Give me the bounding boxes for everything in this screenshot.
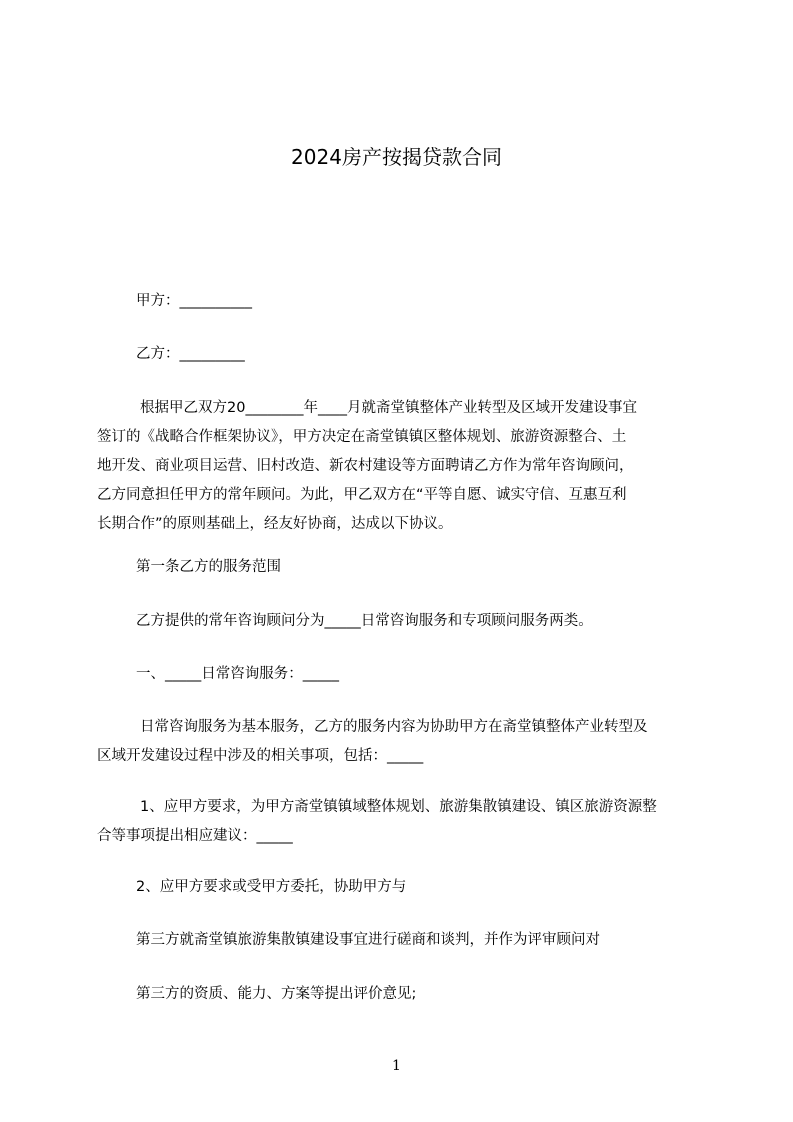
- intro-line: 长期合作”的原则基础上，经友好协商，达成以下协议。: [97, 516, 453, 532]
- item-1-line: 合等事项提出相应建议：_____: [97, 828, 293, 844]
- daily-service-line: 日常咨询服务为基本服务，乙方的服务内容为协助甲方在斋堂镇整体产业转型及: [140, 719, 648, 735]
- document-title: 2024房产按揭贷款合同: [291, 145, 502, 169]
- article-1-heading: 第一条乙方的服务范围: [136, 559, 281, 575]
- intro-line: 根据甲乙双方20________年____月就斋堂镇整体产业转型及区域开发建设事宜: [140, 400, 637, 416]
- third-party-evaluation-paragraph: 第三方的资质、能力、方案等提出评价意见;: [136, 986, 417, 1002]
- daily-service-line: 区域开发建设过程中涉及的相关事项，包括：_____: [97, 748, 424, 764]
- intro-line: 签订的《战略合作框架协议》，甲方决定在斋堂镇镇区整体规划、旅游资源整合、土: [97, 429, 627, 445]
- intro-line: 乙方同意担任甲方的常年顾问。为此，甲乙双方在“平等自愿、诚实守信、互惠互利: [97, 487, 627, 503]
- section-1-heading: 一、_____日常咨询服务：_____: [136, 666, 339, 682]
- service-types-paragraph: 乙方提供的常年咨询顾问分为_____日常咨询服务和专项顾问服务两类。: [136, 613, 593, 629]
- item-1-line: 1、应甲方要求，为甲方斋堂镇镇域整体规划、旅游集散镇建设、镇区旅游资源整: [140, 799, 657, 815]
- item-2-paragraph: 2、应甲方要求或受甲方委托，协助甲方与: [136, 879, 407, 895]
- intro-line: 地开发、商业项目运营、旧村改造、新农村建设等方面聘请乙方作为常年咨询顾问，: [97, 458, 634, 474]
- third-party-negotiation-paragraph: 第三方就斋堂镇旅游集散镇建设事宜进行磋商和谈判，并作为评审顾问对: [136, 932, 600, 948]
- party-a-line: 甲方：__________: [136, 293, 252, 309]
- page-number: 1: [392, 1058, 401, 1074]
- party-b-line: 乙方：_________: [136, 346, 245, 362]
